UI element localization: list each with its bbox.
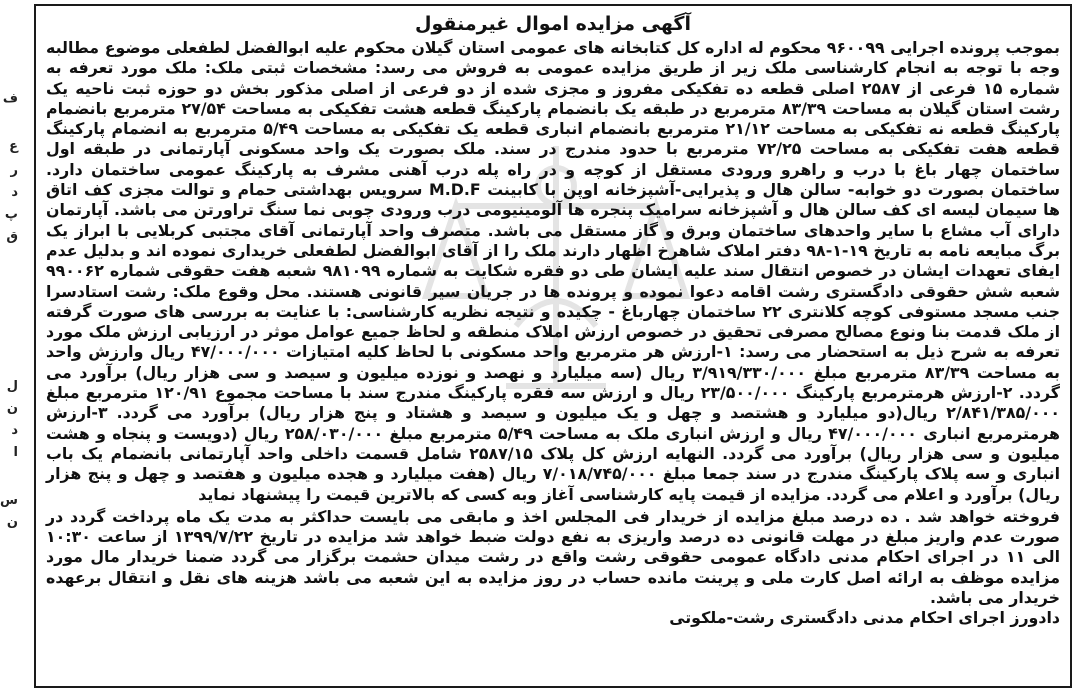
notice-paragraph: فروخته خواهد شد . ده درصد مبلغ مزایده از خریدار فی المجلس اخذ و مابقی می بایست حداکثر به مدت یک ماه پرداخت گردد در صورت عدم واریز مبلغ در مهلت قانونی ده درصد واریزی به نفع دولت ضبط خواهد شد مزایده در تاریخ ۱۳۹۹/۷/۲۲ از ساعت ۱۰:۳۰ الی ۱۱ در اجرای احکام مدنی دادگاه عمومی حقوقی رشت واقع در رشت میدان حشمت برگزار می گردد ضمنا خریدار مال مورد مزایده موظف به ارائه اصل کارت ملی و پرینت مانده حساب در روز مزایده به این شعبه می باشد هزینه های نقل و انتقال برعهده خریدار می باشد. bbox=[46, 506, 1061, 608]
fragment-glyph: ن bbox=[6, 515, 18, 530]
fragment-glyph: ن bbox=[6, 401, 18, 416]
notice-body bbox=[46, 38, 1060, 629]
fragment-glyph: ر bbox=[10, 163, 18, 178]
fragment-glyph: ع bbox=[9, 139, 18, 154]
fragment-glyph: د bbox=[11, 185, 18, 200]
fragment-glyph: ف bbox=[2, 91, 18, 106]
notice-title: آگهی مزایده اموال غیرمنقول bbox=[415, 13, 691, 35]
fragment-glyph: پ bbox=[4, 207, 18, 222]
fragment-glyph: ق bbox=[6, 229, 18, 244]
auction-notice-box bbox=[34, 4, 1072, 688]
adjacent-column-fragment bbox=[0, 0, 22, 691]
fragment-glyph: ا bbox=[13, 445, 18, 460]
notice-signature: دادورز اجرای احکام مدنی دادگستری رشت-ملکوتی bbox=[669, 608, 1060, 628]
notice-paragraph: بموجب پرونده اجرایی ۹۶۰۰۹۹ محکوم له اداره کل کتابخانه های عمومی استان گیلان محکوم علیه ابوالفضل لطفعلی موضوع مطالبه وجه با توجه به انجام کارشناسی ملک زیر از طریق مزایده عمومی به فروش می رسد: مشخصات ثبتی ملک: ملک مورد تعرفه به شماره ۱۵ فرعی از ۲۵۸۷ اصلی قطعه ده تفکیکی مفروز و مجزی شده از دو فرعی از اصلی مذکور بخش دو حوزه ثبت ناحیه یک رشت استان گیلان به مساحت ۸۳/۳۹ مترمربع در طبقه یک بانضمام پارکینگ قطعه هشت تفکیکی به مساحت ۲۷/۵۴ مترمربع بانضمام پارکینگ قطعه نه تفکیکی به مساحت ۲۱/۱۲ مترمربع بانضمام انباری قطعه یک تفکیکی به مساحت ۵/۴۹ مترمربع به انضمام پارکینگ قطعه هفت تفکیکی به مساحت ۷۲/۲۵ مترمربع با حدود مندرج در سند. ملک بصورت یک واحد مسکونی آپارتمانی در طبقه اول ساختمان چهار باغ با درب و راهرو ورودی مستقل از کوچه و در راه پله درب آهنی مشرف به پارکینگ عمومی ساختمان دارد. ساختمان بصورت دو خوابه- سالن هال و پذیرایی-آشپزخانه اوپن با کابینت M.D.F سرویس بهداشتی حمام و توالت مجزی کف اتاق ها سیمان لیسه ای کف سالن هال و آشپزخانه سرامیک پنجره ها آلومینیومی درب ورودی چوبی نما سنگ تراورتن می باشد. آپارتمان دارای آب مشاع با سایر واحدهای ساختمان وبرق و گاز مستقل می باشد. متصرف واحد آپارتمانی آقای مجتبی کربلایی با ابراز یک برگ مبایعه نامه به تاریخ ۱۹-۱-۹۸ دفتر املاک شاهرخ اظهار دارند ملک را از آقای ابوالفضل لطفعلی خریداری نموده اند و بدلیل عدم ایفای تعهدات ایشان در خصوص انتقال سند علیه ایشان طی دو فقره شکایت به شماره ۹۸۱۰۹۹ شعبه هفت حقوقی شماره ۹۹۰۰۶۲ شعبه شش حقوقی دادگستری رشت اقامه دعوا نموده و پرونده ها در جریان سیر قانونی هستند. محل وقوع ملک: رشت استادسرا جنب مسجد مستوفی کوچه کلانتری ۲۲ ساختمان چهارباغ - چکیده و نتیجه نظریه کارشناسی: با عنایت به بررسی های صورت گرفته از ملک قدمت بنا ونوع مصالح مصرفی تحقیق در خصوص ارزش املاک منطقه و لحاظ جمیع عوامل موثر در ارزیابی ارزش ملک مورد تعرفه به شرح ذیل به استحضار می رسد: ۱-ارزش هر مترمربع واحد مسکونی با لحاظ کلیه امتیازات ۴۷/۰۰۰/۰۰۰ ریال وارزش واحد به مساحت ۸۳/۳۹ مترمربع مبلغ ۳/۹۱۹/۳۳۰/۰۰۰ ریال (سه میلیارد و نهصد و نوزده میلیون و سیصد و سی هزار ریال) برآورد می گردد. ۲-ارزش هرمترمربع پارکینگ ۲۳/۵۰۰/۰۰۰ ریال و ارزش سه فقره پارکینگ مندرج سند با مساحت مجموع ۱۲۰/۹۱ مترمربع مبلغ ۲/۸۴۱/۳۸۵/۰۰۰ ریال(دو میلیارد و هشتصد و چهل و یک میلیون و سیصد و هشتاد و پنج هزار ریال) برآورد می گردد. ۳-ارزش هرمترمربع انباری ۴۷/۰۰۰/۰۰۰ ریال و ارزش انباری ملک به مساحت ۵/۴۹ مترمربع مبلغ ۲۵۸/۰۳۰/۰۰۰ ریال (دویست و پنجاه و هشت میلیون و سی هزار ریال) برآورد می گردد. النهایه ارزش کل پلاک ۲۵۸۷/۱۵ شامل قسمت داخلی واحد آپارتمانی بانضمام یک باب انباری و سه پلاک پارکینگ مندرج در سند جمعا مبلغ ۷/۰۱۸/۷۴۵/۰۰۰ ریال (هفت میلیارد و هجده میلیون و هفتصد و چهل و پنج هزار ریال) برآورد و اعلام می گردد. مزایده از قیمت پایه کارشناسی آغاز وبه کسی که بالاترین قیمت را پیشنهاد نماید bbox=[46, 38, 1061, 504]
fragment-glyph: د bbox=[11, 423, 18, 438]
fragment-glyph: س bbox=[0, 493, 18, 508]
fragment-glyph: ل bbox=[6, 379, 18, 394]
